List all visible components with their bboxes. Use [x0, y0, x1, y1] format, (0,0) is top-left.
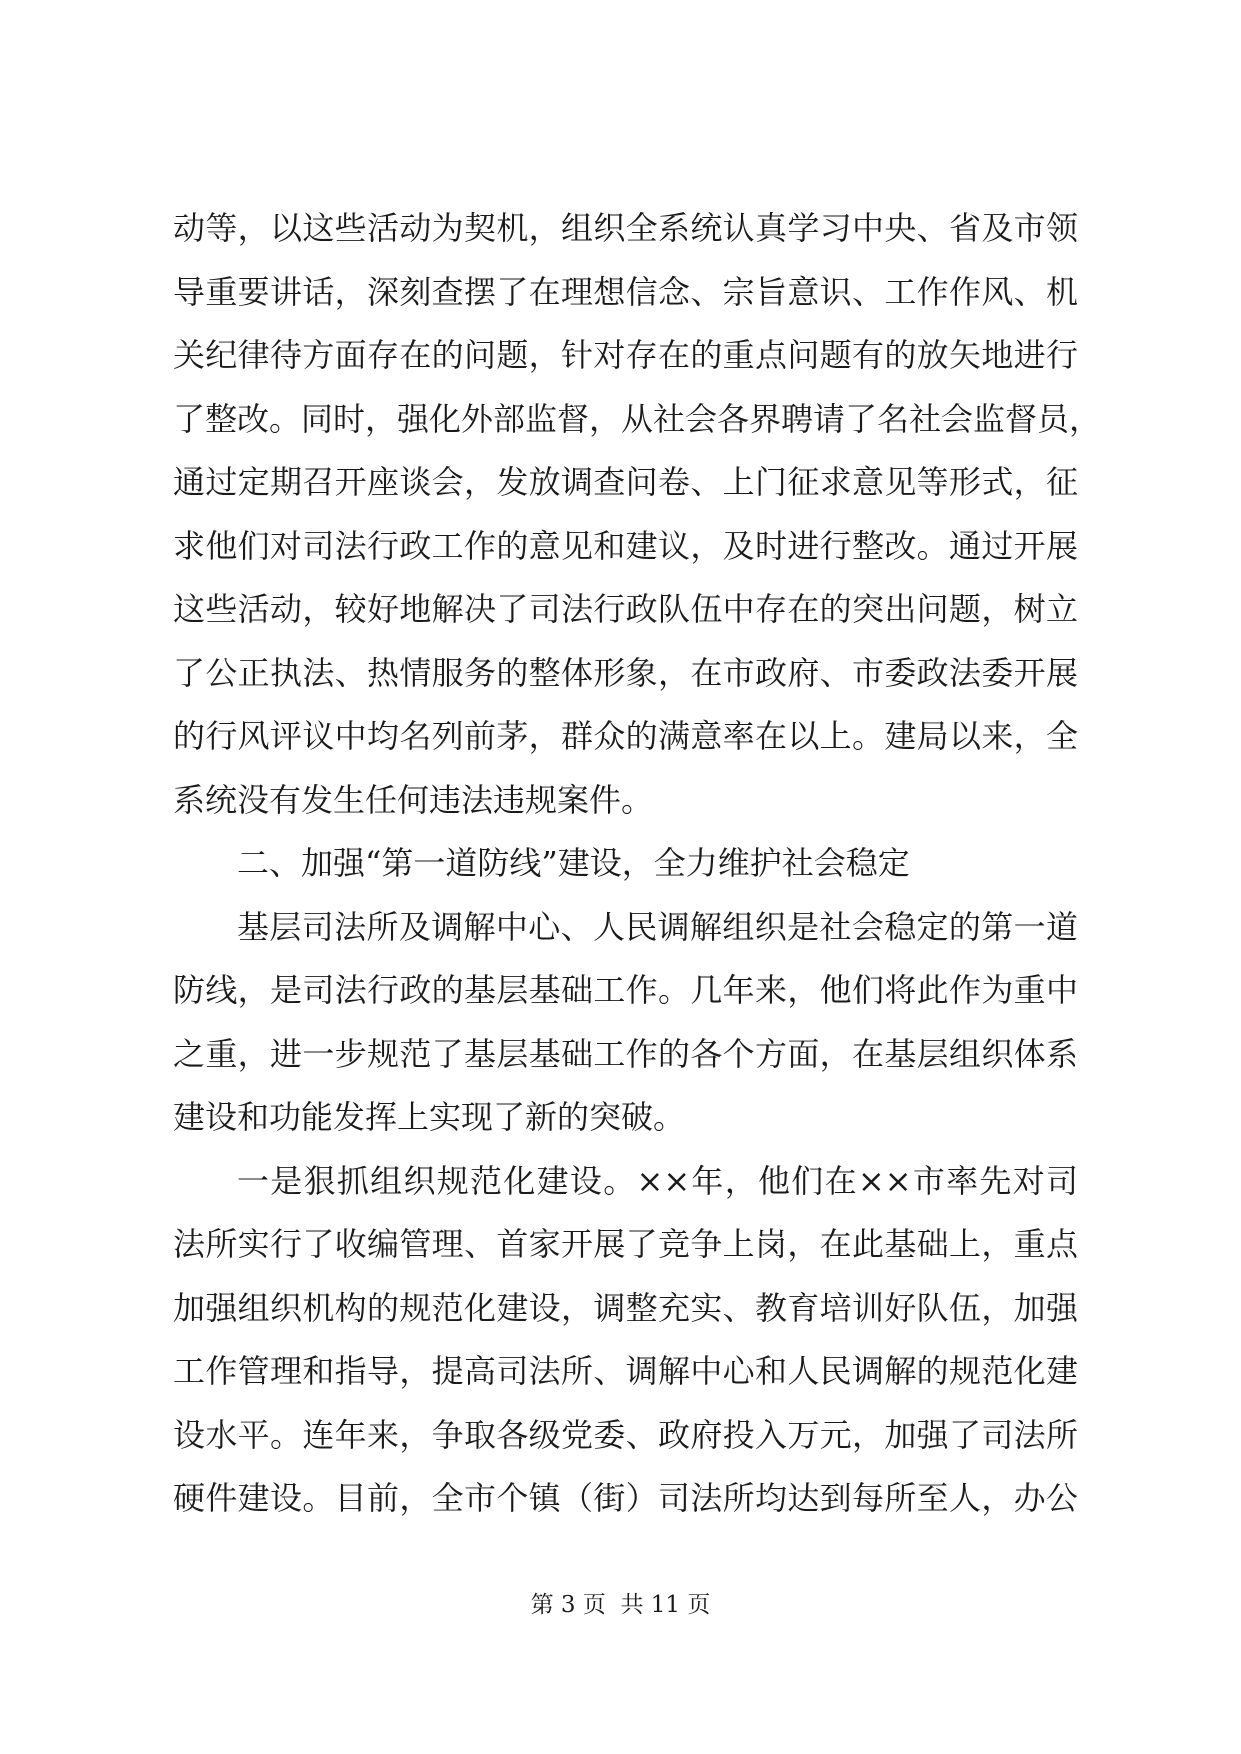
body-text: [173, 197, 1102, 1531]
text-line: 工作管理和指导，提高司法所、调解中心和人民调解的规范化建: [173, 1352, 1078, 1390]
text-line: 硬件建设。目前，全市个镇（街）司法所均达到每所至人，办公: [173, 1479, 1078, 1517]
text-line: 动等，以这些活动为契机，组织全系统认真学习中央、省及市领: [173, 209, 1078, 247]
text-line: 关纪律待方面存在的问题，针对存在的重点问题有的放矢地进行: [173, 336, 1078, 374]
text-line: 系统没有发生任何违法违规案件。: [173, 780, 654, 819]
text-line: 法所实行了收编管理、首家开展了竞争上岗，在此基础上，重点: [173, 1225, 1078, 1263]
paragraph-first-line: 基层司法所及调解中心、人民调解组织是社会稳定的第一道: [237, 907, 1078, 946]
text-line: 求他们对司法行政工作的意见和建议，及时进行整改。通过开展: [173, 526, 1078, 565]
text-line: 加强组织机构的规范化建设，调整充实、教育培训好队伍，加强: [173, 1288, 1078, 1327]
text-line: 了整改。同时，强化外部监督，从社会各界聘请了名社会监督员，: [173, 399, 1102, 438]
page-number-footer: 第 3 页 共 11 页: [530, 1592, 711, 1618]
text-line: 这些活动，较好地解决了司法行政队伍中存在的突出问题，树立: [173, 590, 1078, 628]
text-line: 导重要讲话，深刻查摆了在理想信念、宗旨意识、工作作风、机: [173, 272, 1078, 311]
text-line: 防线，是司法行政的基层基础工作。几年来，他们将此作为重中: [173, 971, 1078, 1009]
text-line: 的行风评议中均名列前茅，群众的满意率在以上。建局以来，全: [173, 717, 1078, 755]
text-line: 通过定期召开座谈会，发放调查问卷、上门征求意见等形式，征: [173, 463, 1078, 501]
paragraph-first-line: 一是狠抓组织规范化建设。××年，他们在××市率先对司: [237, 1161, 1078, 1200]
text-line: 了公正执法、热情服务的整体形象，在市政府、市委政法委开展: [173, 653, 1078, 692]
text-line: 设水平。连年来，争取各级党委、政府投入万元，加强了司法所: [173, 1415, 1078, 1454]
section-heading: 二、加强“第一道防线”建设，全力维护社会稳定: [237, 844, 910, 882]
text-line: 之重，进一步规范了基层基础工作的各个方面，在基层组织体系: [173, 1034, 1078, 1073]
text-line: 建设和功能发挥上实现了新的突破。: [173, 1098, 686, 1136]
